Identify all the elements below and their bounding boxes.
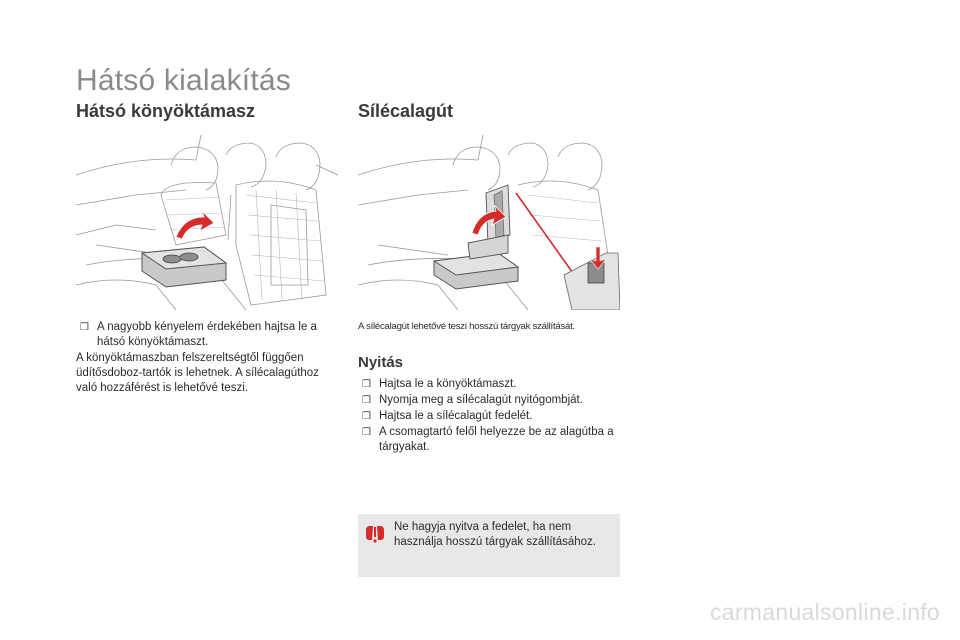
- checkbox-bullet-icon: ❒: [362, 395, 371, 406]
- checkbox-bullet-icon: ❒: [362, 379, 371, 390]
- list-item: ❒ Hajtsa le a könyöktámaszt.: [362, 378, 517, 390]
- section-title-armrest: Hátsó könyöktámasz: [76, 101, 256, 121]
- ski-tunnel-caption: A sílécalagút lehetővé teszi hosszú tárgyak szállítását.: [358, 321, 575, 332]
- watermark: carmanualsonline.info: [709, 599, 940, 625]
- opening-steps-list: [358, 377, 620, 456]
- warning-text: Ne hagyja nyitva a fedelet, ha nem használja hosszú tárgyak szállításához.: [394, 521, 596, 548]
- list-item: ❒ Hajtsa le a sílécalagút fedelét.: [362, 410, 533, 422]
- list-item: ❒ A nagyobb kényelem érdekében hajtsa le a hátsó könyöktámaszt.: [80, 321, 317, 348]
- ski-tunnel-drawing: [358, 135, 620, 310]
- checkbox-bullet-icon: ❒: [362, 427, 371, 438]
- list-item: ❒ Nyomja meg a sílécalagút nyitógombját.: [362, 394, 583, 406]
- armrest-bullet-list: [76, 320, 344, 351]
- warning-box: [358, 514, 620, 577]
- page-title: Hátsó kialakítás: [76, 64, 291, 97]
- warning-exclamation-icon: [364, 524, 386, 546]
- armrest-illustration: [76, 135, 338, 310]
- checkbox-bullet-icon: ❒: [80, 322, 89, 333]
- rear-seat-armrest-drawing: [76, 135, 338, 310]
- armrest-description: A könyöktámaszban felszereltségtől függően üdítősdoboz-tartók is lehetnek. A sílécalagúthoz való hozzáférést is lehetővé teszi.: [76, 352, 319, 394]
- ski-tunnel-illustration: [358, 135, 620, 310]
- checkbox-bullet-icon: ❒: [362, 411, 371, 422]
- subheading-opening: Nyitás: [358, 354, 404, 371]
- list-item: ❒ A csomagtartó felől helyezze be az alagútba a tárgyakat.: [362, 426, 614, 453]
- section-title-ski-tunnel: Sílécalagút: [358, 101, 454, 121]
